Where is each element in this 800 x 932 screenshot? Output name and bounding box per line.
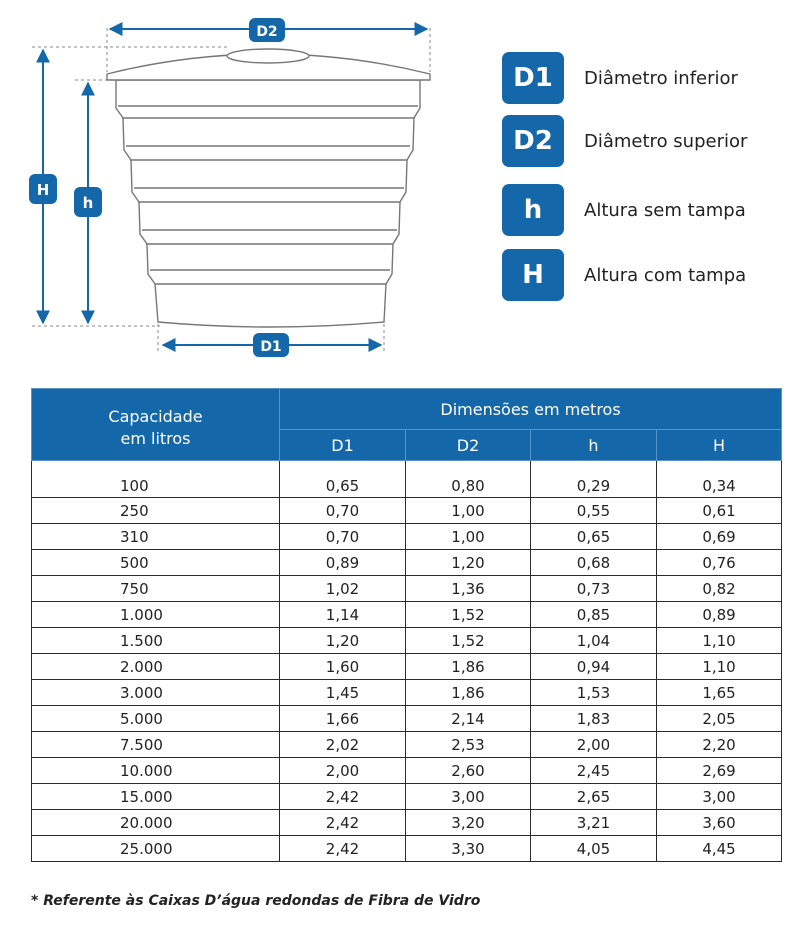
legend-item-h (502, 184, 746, 236)
table-row (32, 628, 782, 654)
capacity-cell: 7.500 (32, 732, 280, 758)
label-d1 (253, 333, 289, 357)
svg-text:H: H (36, 181, 50, 199)
table-row (32, 758, 782, 784)
dimension-cell: 0,73 (531, 576, 657, 602)
table-row (32, 498, 782, 524)
dimension-cell: 1,14 (280, 602, 406, 628)
table-row (32, 810, 782, 836)
legend-symbol: D1 (502, 52, 564, 104)
legend-symbol: D2 (502, 115, 564, 167)
dimensions-table (31, 388, 782, 862)
dimension-cell: 2,45 (531, 758, 657, 784)
capacity-cell: 750 (32, 576, 280, 602)
capacity-cell: 25.000 (32, 836, 280, 862)
dimension-cell: 2,02 (280, 732, 406, 758)
capacity-cell: 500 (32, 550, 280, 576)
dimension-cell: 1,04 (531, 628, 657, 654)
dimension-cell: 2,42 (280, 784, 406, 810)
dimension-cell: 3,60 (657, 810, 782, 836)
legend-symbol: h (502, 184, 564, 236)
dimension-cell: 3,00 (406, 784, 531, 810)
capacity-cell: 1.500 (32, 628, 280, 654)
dimension-cell: 1,65 (657, 680, 782, 706)
tank-body (116, 80, 420, 327)
label-d2 (249, 18, 285, 42)
dimension-cell: 0,89 (657, 602, 782, 628)
dimension-cell: 0,55 (531, 498, 657, 524)
dimension-cell: 3,30 (406, 836, 531, 862)
dimension-cell: 1,10 (657, 654, 782, 680)
dimension-cell: 3,00 (657, 784, 782, 810)
capacity-cell: 20.000 (32, 810, 280, 836)
dimension-cell: 2,65 (531, 784, 657, 810)
dimension-cell: 1,20 (406, 550, 531, 576)
dimension-cell: 0,82 (657, 576, 782, 602)
dimension-cell: 2,53 (406, 732, 531, 758)
dimension-cell: 1,20 (280, 628, 406, 654)
table-row (32, 524, 782, 550)
dimension-cell: 2,20 (657, 732, 782, 758)
table-row (32, 784, 782, 810)
dimension-cell: 1,45 (280, 680, 406, 706)
svg-text:D1: D1 (260, 339, 282, 355)
table-row (32, 602, 782, 628)
legend-symbol: H (502, 249, 564, 301)
dimension-cell: 3,21 (531, 810, 657, 836)
legend-item-d2 (502, 115, 747, 167)
table-row (32, 576, 782, 602)
dimension-cell: 1,36 (406, 576, 531, 602)
capacity-cell: 1.000 (32, 602, 280, 628)
capacity-cell: 310 (32, 524, 280, 550)
dimension-cell: 0,29 (531, 461, 657, 498)
dimension-cell: 2,00 (531, 732, 657, 758)
dimension-cell: 0,89 (280, 550, 406, 576)
table-row (32, 732, 782, 758)
dimensions-group-header: Dimensões em metros (280, 389, 782, 430)
column-header-h: h (531, 430, 657, 461)
label-h (74, 187, 102, 217)
capacity-cell: 5.000 (32, 706, 280, 732)
capacity-cell: 3.000 (32, 680, 280, 706)
dimension-cell: 0,65 (531, 524, 657, 550)
capacity-cell: 10.000 (32, 758, 280, 784)
dimension-cell: 2,05 (657, 706, 782, 732)
dimension-cell: 2,42 (280, 810, 406, 836)
capacity-header (32, 389, 280, 461)
dimension-cell: 1,60 (280, 654, 406, 680)
column-header-H: H (657, 430, 782, 461)
dimension-cell: 4,05 (531, 836, 657, 862)
capacity-cell: 250 (32, 498, 280, 524)
dimension-cell: 1,52 (406, 602, 531, 628)
dimension-cell: 1,83 (531, 706, 657, 732)
dimension-cell: 1,02 (280, 576, 406, 602)
dimension-cell: 0,80 (406, 461, 531, 498)
dimension-cell: 1,53 (531, 680, 657, 706)
dimension-cell: 2,60 (406, 758, 531, 784)
dimension-cell: 1,10 (657, 628, 782, 654)
dimension-cell: 2,69 (657, 758, 782, 784)
dimension-cell: 2,42 (280, 836, 406, 862)
table-row (32, 706, 782, 732)
capacity-cell: 15.000 (32, 784, 280, 810)
legend-label: Diâmetro inferior (584, 67, 738, 89)
legend-label: Diâmetro superior (584, 130, 748, 152)
dimension-cell: 0,70 (280, 498, 406, 524)
dimension-cell: 1,86 (406, 680, 531, 706)
dimension-cell: 4,45 (657, 836, 782, 862)
dimension-cell: 2,00 (280, 758, 406, 784)
dimension-cell: 0,61 (657, 498, 782, 524)
dimension-cell: 0,68 (531, 550, 657, 576)
column-header-d2: D2 (406, 430, 531, 461)
dimension-cell: 0,70 (280, 524, 406, 550)
legend-label: Altura sem tampa (584, 199, 746, 221)
table-row (32, 680, 782, 706)
footnote: * Referente às Caixas D’água redondas de Fibra de Vidro (31, 893, 481, 909)
dimension-cell: 1,52 (406, 628, 531, 654)
label-H (29, 174, 57, 204)
dimension-cell: 1,00 (406, 524, 531, 550)
dimension-cell: 1,66 (280, 706, 406, 732)
dimension-cell: 0,85 (531, 602, 657, 628)
table-row (32, 550, 782, 576)
capacity-header-line1: Capacidade (108, 406, 203, 426)
capacity-cell: 2.000 (32, 654, 280, 680)
dimension-cell: 0,65 (280, 461, 406, 498)
capacity-header-line2: em litros (120, 428, 191, 448)
svg-text:D2: D2 (256, 24, 278, 40)
table-row (32, 836, 782, 862)
table-row (32, 654, 782, 680)
legend-label: Altura com tampa (584, 264, 747, 286)
table-row (32, 461, 782, 498)
legend-item-d1 (502, 52, 738, 104)
dimension-cell: 1,00 (406, 498, 531, 524)
column-header-d1: D1 (280, 430, 406, 461)
dimension-cell: 0,76 (657, 550, 782, 576)
dimension-cell: 2,14 (406, 706, 531, 732)
svg-text:h: h (82, 194, 94, 212)
dimension-cell: 0,94 (531, 654, 657, 680)
dimension-cell: 0,69 (657, 524, 782, 550)
tank-diagram (0, 0, 490, 370)
capacity-cell: 100 (32, 461, 280, 498)
legend-item-H (502, 249, 746, 301)
tank-lid (107, 49, 430, 80)
table-body (32, 461, 782, 862)
dimension-cell: 3,20 (406, 810, 531, 836)
dimension-cell: 0,34 (657, 461, 782, 498)
dimension-cell: 1,86 (406, 654, 531, 680)
